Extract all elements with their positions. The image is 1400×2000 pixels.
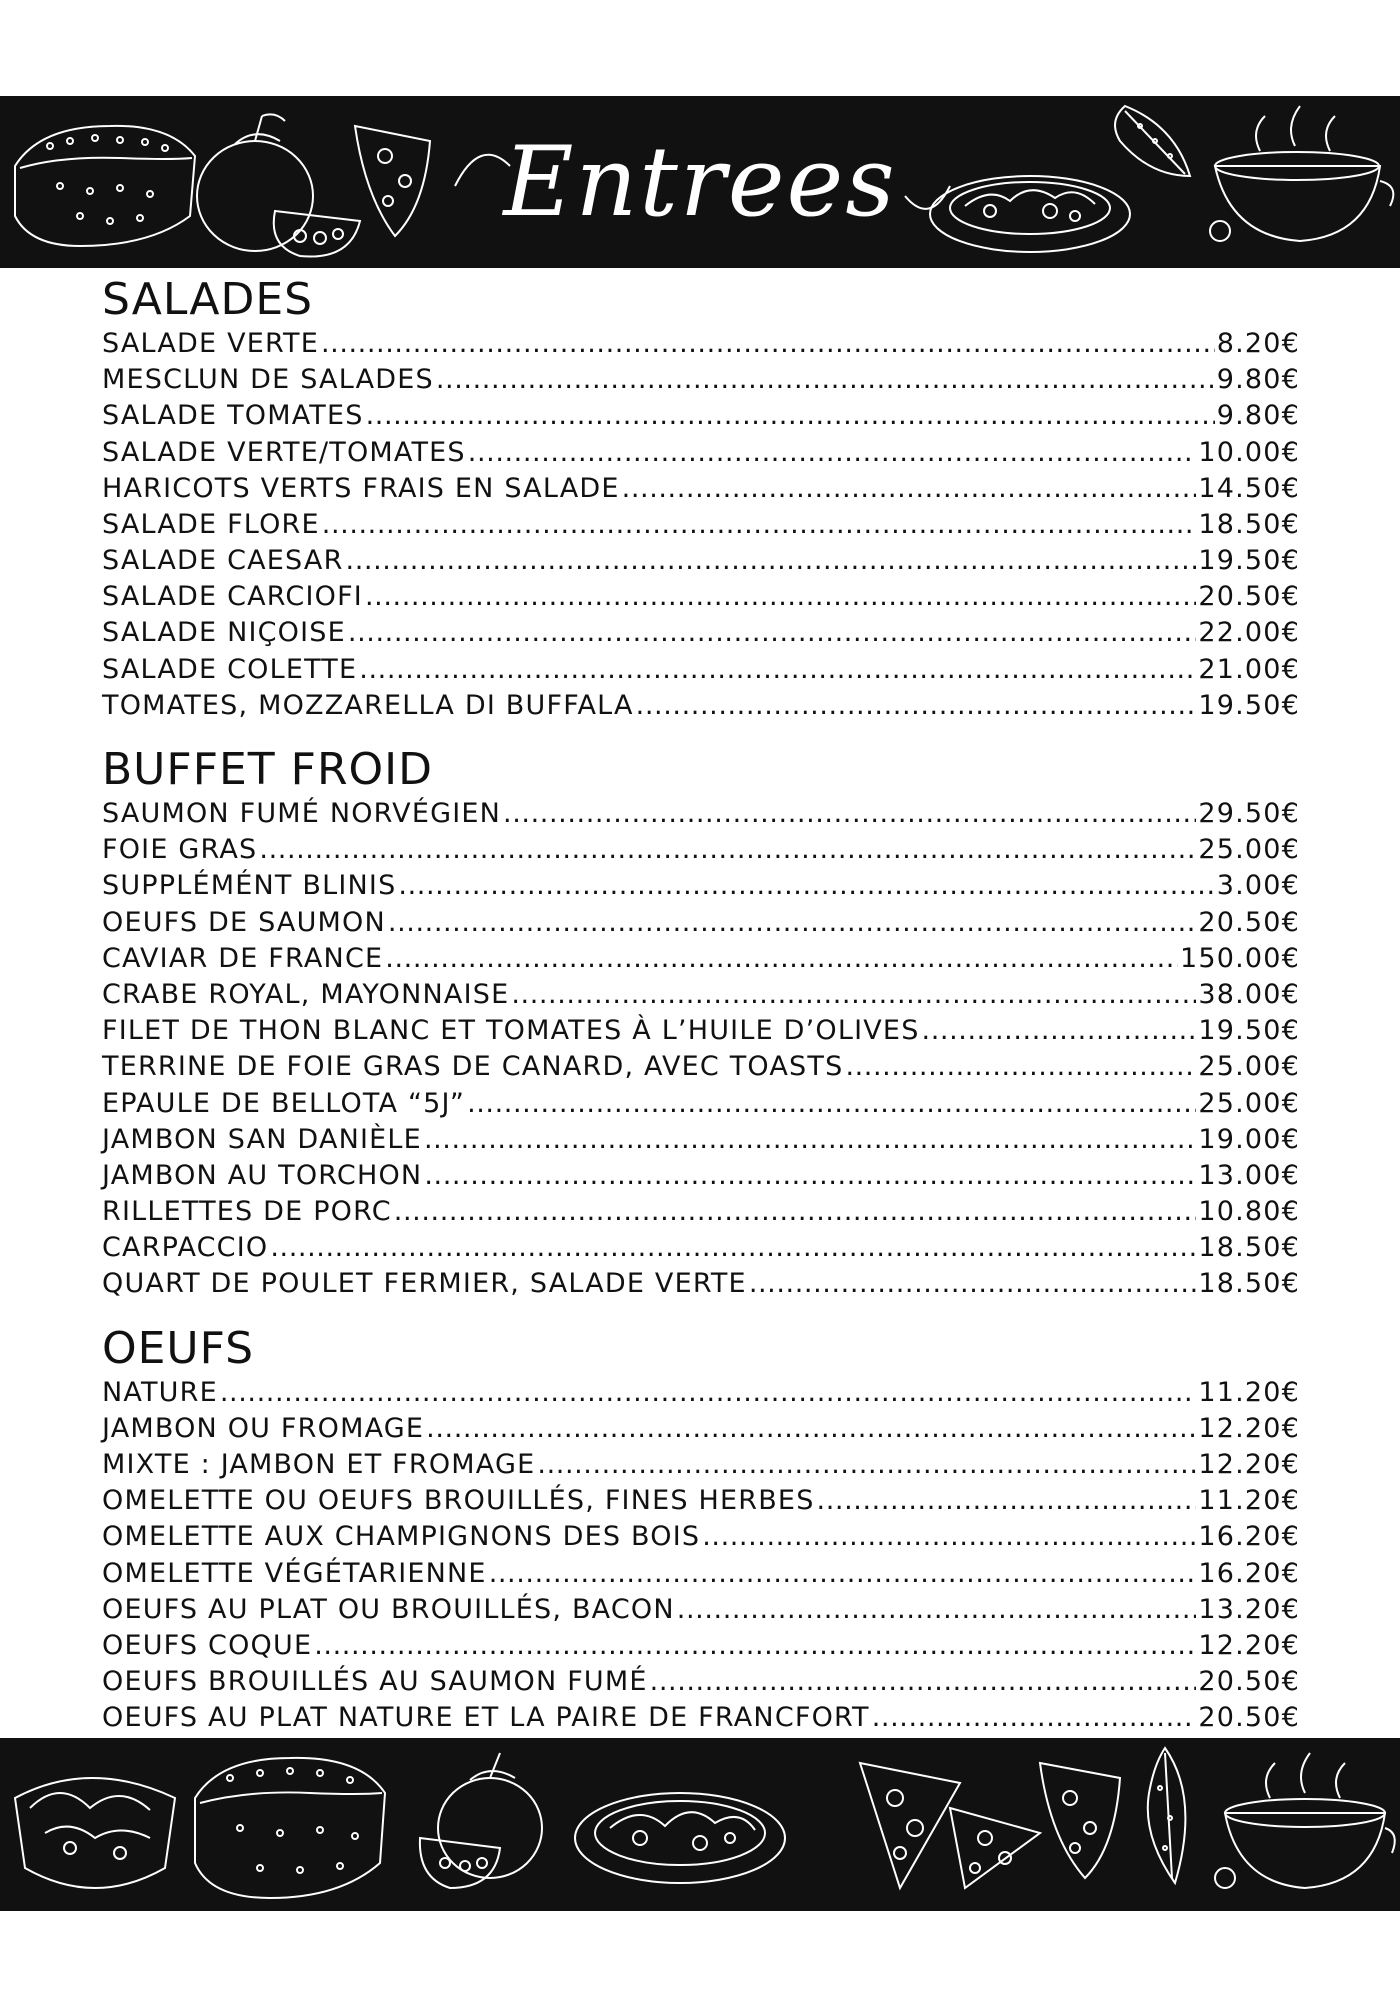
item-name: OEUFS COQUE xyxy=(102,1629,313,1661)
dot-leader xyxy=(650,1664,1197,1700)
item-price: 25.00€ xyxy=(1198,1051,1300,1083)
item-name: SALADE TOMATES xyxy=(102,400,364,432)
item-name: HARICOTS VERTS FRAIS EN SALADE xyxy=(102,472,620,504)
soup-bowl-icon xyxy=(1215,1753,1395,1888)
dot-leader xyxy=(489,1556,1197,1592)
dot-leader xyxy=(366,398,1215,434)
item-price: 12.20€ xyxy=(1198,1449,1300,1481)
dot-leader xyxy=(385,941,1178,977)
menu-item xyxy=(102,1411,1300,1447)
item-name: JAMBON AU TORCHON xyxy=(102,1159,423,1191)
salad-plate-icon xyxy=(575,1793,785,1883)
pizza-icon xyxy=(860,1763,1040,1888)
dot-leader xyxy=(220,1375,1196,1411)
dot-leader xyxy=(922,1013,1197,1049)
dot-leader xyxy=(468,435,1197,471)
item-price: 38.00€ xyxy=(1198,978,1300,1010)
item-price: 8.20€ xyxy=(1216,327,1300,359)
salad-bowl-icon xyxy=(15,1778,175,1888)
menu-item xyxy=(102,1267,1300,1303)
menu-item xyxy=(102,1592,1300,1628)
item-price: 19.50€ xyxy=(1198,545,1300,577)
tomato-icon xyxy=(197,114,360,256)
item-name: SALADE CAESAR xyxy=(102,545,344,577)
section-title: BUFFET FROID xyxy=(102,744,434,796)
item-name: SAUMON FUMÉ NORVÉGIEN xyxy=(102,798,502,830)
header-banner xyxy=(0,96,1400,268)
item-name: SALADE FLORE xyxy=(102,508,320,540)
menu-item xyxy=(102,579,1300,615)
menu-item xyxy=(102,868,1300,904)
item-price: 3.00€ xyxy=(1216,870,1300,902)
dot-leader xyxy=(424,1158,1196,1194)
menu-item xyxy=(102,1519,1300,1555)
dot-leader xyxy=(348,616,1196,652)
item-price: 10.80€ xyxy=(1198,1196,1300,1228)
menu-item xyxy=(102,1194,1300,1230)
item-name: SALADE NIÇOISE xyxy=(102,617,346,649)
dot-leader xyxy=(622,471,1197,507)
item-price: 18.50€ xyxy=(1198,1268,1300,1300)
item-name: SALADE VERTE/TOMATES xyxy=(102,436,466,468)
dot-leader xyxy=(270,1230,1196,1266)
dot-leader xyxy=(424,1122,1196,1158)
salad-plate-icon xyxy=(930,176,1130,252)
item-price: 11.20€ xyxy=(1198,1376,1300,1408)
item-price: 9.80€ xyxy=(1216,400,1300,432)
item-name: MIXTE : JAMBON ET FROMAGE xyxy=(102,1449,536,1481)
item-price: 25.00€ xyxy=(1198,1087,1300,1119)
flourish-left-icon xyxy=(455,155,510,186)
menu-item xyxy=(102,905,1300,941)
item-price: 13.20€ xyxy=(1198,1593,1300,1625)
dot-leader xyxy=(359,652,1196,688)
item-price: 19.00€ xyxy=(1198,1123,1300,1155)
item-price: 16.20€ xyxy=(1198,1521,1300,1553)
section-oeufs xyxy=(102,1322,1300,1737)
item-name: JAMBON SAN DANIÈLE xyxy=(102,1123,422,1155)
item-price: 150.00€ xyxy=(1179,942,1300,974)
dot-leader xyxy=(537,1447,1196,1483)
item-name: SALADE COLETTE xyxy=(102,653,358,685)
item-price: 19.50€ xyxy=(1198,689,1300,721)
menu-item xyxy=(102,507,1300,543)
dot-leader xyxy=(872,1700,1197,1736)
menu-item xyxy=(102,1375,1300,1411)
menu-item xyxy=(102,1049,1300,1085)
tomato-icon xyxy=(420,1753,542,1888)
dot-leader xyxy=(259,832,1196,868)
item-name: SUPPLÉMÉNT BLINIS xyxy=(102,870,397,902)
dot-leader xyxy=(365,579,1196,615)
item-name: TERRINE DE FOIE GRAS DE CANARD, AVEC TOASTS xyxy=(102,1051,844,1083)
menu-item xyxy=(102,398,1300,434)
item-price: 12.20€ xyxy=(1198,1629,1300,1661)
menu-item xyxy=(102,1230,1300,1266)
menu-item xyxy=(102,1158,1300,1194)
item-name: OMELETTE AUX CHAMPIGNONS DES BOIS xyxy=(102,1521,701,1553)
item-name: OEUFS AU PLAT NATURE ET LA PAIRE DE FRANCFORT xyxy=(102,1702,870,1734)
dot-leader xyxy=(702,1519,1196,1555)
item-price: 10.00€ xyxy=(1198,436,1300,468)
dot-leader xyxy=(436,362,1215,398)
menu-item xyxy=(102,543,1300,579)
item-price: 22.00€ xyxy=(1198,617,1300,649)
item-name: JAMBON OU FROMAGE xyxy=(102,1412,425,1444)
item-price: 20.50€ xyxy=(1198,581,1300,613)
item-price: 16.20€ xyxy=(1198,1557,1300,1589)
dot-leader xyxy=(817,1483,1197,1519)
menu-item xyxy=(102,1447,1300,1483)
menu-item xyxy=(102,977,1300,1013)
item-name: FOIE GRAS xyxy=(102,834,258,866)
menu-item xyxy=(102,652,1300,688)
section-salades xyxy=(102,276,1300,724)
item-name: TOMATES, MOZZARELLA DI BUFFALA xyxy=(102,689,634,721)
dot-leader xyxy=(426,1411,1196,1447)
menu-item xyxy=(102,941,1300,977)
menu-item xyxy=(102,832,1300,868)
menu-item xyxy=(102,435,1300,471)
item-price: 14.50€ xyxy=(1198,472,1300,504)
item-name: OEUFS DE SAUMON xyxy=(102,906,386,938)
dot-leader xyxy=(511,977,1196,1013)
item-price: 9.80€ xyxy=(1216,364,1300,396)
soup-bowl-icon xyxy=(1210,106,1393,241)
dot-leader xyxy=(314,1628,1196,1664)
menu-item xyxy=(102,362,1300,398)
dot-leader xyxy=(749,1267,1197,1303)
dot-leader xyxy=(467,1086,1196,1122)
item-price: 25.00€ xyxy=(1198,834,1300,866)
item-price: 20.50€ xyxy=(1198,1666,1300,1698)
item-name: CAVIAR DE FRANCE xyxy=(102,942,384,974)
menu-list xyxy=(102,276,1300,1737)
item-name: CARPACCIO xyxy=(102,1232,269,1264)
flourish-right-icon xyxy=(905,186,950,209)
item-price: 11.20€ xyxy=(1198,1485,1300,1517)
menu-item xyxy=(102,688,1300,724)
item-name: CRABE ROYAL, MAYONNAISE xyxy=(102,978,510,1010)
menu-item xyxy=(102,1013,1300,1049)
menu-item xyxy=(102,616,1300,652)
item-name: EPAULE DE BELLOTA “5J” xyxy=(102,1087,466,1119)
cheese-icon xyxy=(1040,1763,1120,1878)
item-price: 19.50€ xyxy=(1198,1015,1300,1047)
section-title: OEUFS xyxy=(102,1322,255,1374)
footer-banner xyxy=(0,1738,1400,1911)
bread-icon xyxy=(15,126,195,246)
item-name: MESCLUN DE SALADES xyxy=(102,364,434,396)
menu-item xyxy=(102,471,1300,507)
item-price: 21.00€ xyxy=(1198,653,1300,685)
menu-item xyxy=(102,1556,1300,1592)
item-name: OEUFS AU PLAT OU BROUILLÉS, BACON xyxy=(102,1593,675,1625)
herb-leaf-icon xyxy=(1148,1748,1186,1883)
item-price: 29.50€ xyxy=(1198,798,1300,830)
item-price: 18.50€ xyxy=(1198,1232,1300,1264)
dot-leader xyxy=(394,1194,1197,1230)
bread-icon xyxy=(195,1758,385,1898)
item-name: OEUFS BROUILLÉS AU SAUMON FUMÉ xyxy=(102,1666,648,1698)
item-name: SALADE CARCIOFI xyxy=(102,581,363,613)
item-price: 20.50€ xyxy=(1198,1702,1300,1734)
header-illustrations xyxy=(0,96,1400,268)
dot-leader xyxy=(321,326,1215,362)
herb-leaf-icon xyxy=(1115,106,1190,176)
page-title: Entrees xyxy=(503,126,897,238)
item-price: 13.00€ xyxy=(1198,1159,1300,1191)
item-name: OMELETTE VÉGÉTARIENNE xyxy=(102,1557,487,1589)
item-name: RILLETTES DE PORC xyxy=(102,1196,392,1228)
dot-leader xyxy=(636,688,1197,724)
menu-item xyxy=(102,1628,1300,1664)
item-price: 12.20€ xyxy=(1198,1412,1300,1444)
dot-leader xyxy=(503,796,1196,832)
dot-leader xyxy=(388,905,1196,941)
item-name: NATURE xyxy=(102,1376,218,1408)
item-name: FILET DE THON BLANC ET TOMATES À L’HUILE D’OLIVES xyxy=(102,1015,920,1047)
cheese-icon xyxy=(355,126,430,236)
menu-item xyxy=(102,326,1300,362)
menu-item xyxy=(102,796,1300,832)
item-price: 20.50€ xyxy=(1198,906,1300,938)
footer-illustrations xyxy=(0,1738,1400,1911)
dot-leader xyxy=(346,543,1197,579)
menu-item xyxy=(102,1122,1300,1158)
dot-leader xyxy=(322,507,1197,543)
section-buffet-froid xyxy=(102,746,1300,1303)
menu-item xyxy=(102,1700,1300,1736)
item-name: QUART DE POULET FERMIER, SALADE VERTE xyxy=(102,1268,747,1300)
dot-leader xyxy=(845,1049,1196,1085)
menu-item xyxy=(102,1086,1300,1122)
item-name: OMELETTE OU OEUFS BROUILLÉS, FINES HERBES xyxy=(102,1485,815,1517)
dot-leader xyxy=(398,868,1214,904)
section-title: SALADES xyxy=(102,274,314,325)
item-price: 18.50€ xyxy=(1198,508,1300,540)
item-name: SALADE VERTE xyxy=(102,327,319,359)
menu-item xyxy=(102,1664,1300,1700)
menu-item xyxy=(102,1483,1300,1519)
dot-leader xyxy=(677,1592,1197,1628)
